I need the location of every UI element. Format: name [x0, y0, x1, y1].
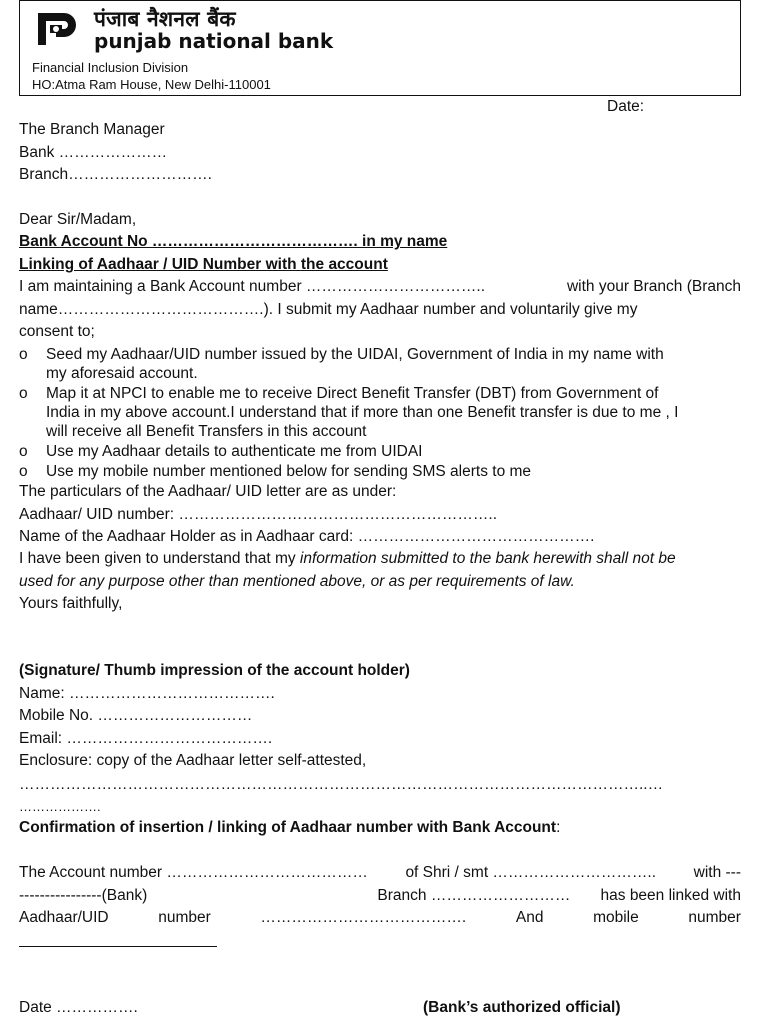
- body-line-1-left: I am maintaining a Bank Account number ……………………………..: [19, 278, 486, 295]
- understanding-line-1: [19, 549, 676, 569]
- bullet-text-line: Map it at NPCI to enable me to receive Direct Benefit Transfer (DBT) from Government of: [46, 385, 659, 402]
- enclosure-dots-line: ……………….: [19, 799, 101, 814]
- bullet-marker: o: [19, 346, 28, 363]
- subject-linking-line: Linking of Aadhaar / UID Number with the account: [19, 256, 388, 273]
- confirmation-holder-name: of Shri / smt …………………………..: [405, 864, 657, 881]
- body-line-1: [19, 277, 741, 297]
- division-name: Financial Inclusion Division: [32, 60, 189, 75]
- confirmation-uid-dots: ………………………………….: [260, 909, 467, 926]
- body-line-1-right: with your Branch (Branch: [566, 278, 741, 295]
- confirmation-with: with ---: [693, 864, 741, 881]
- salutation: Dear Sir/Madam,: [19, 211, 137, 228]
- confirmation-heading-colon: :: [556, 819, 561, 836]
- addressee-line-2: Bank …………………: [19, 144, 168, 161]
- bullet-text-line: Use my Aadhaar details to authenticate me from UIDAI: [46, 443, 423, 460]
- bullet-text-line: will receive all Benefit Transfers in this account: [46, 423, 367, 440]
- enclosure-line: Enclosure: copy of the Aadhaar letter self-attested,: [19, 752, 367, 769]
- confirmation-uid-word: Aadhaar/UID: [19, 909, 109, 926]
- bullet-text-line: Use my mobile number mentioned below for sending SMS alerts to me: [46, 463, 532, 480]
- confirmation-and-word: And: [515, 909, 544, 926]
- confirmation-number-word: number: [158, 909, 211, 926]
- addressee-line-1: The Branch Manager: [19, 121, 165, 138]
- authorized-official-label: (Bank’s authorized official): [423, 999, 621, 1016]
- confirmation-line-2: [19, 886, 741, 906]
- enclosure-dots-line: …………………………………………………………………………………………………………..…: [19, 776, 664, 793]
- understanding-line-2: used for any purpose other than mentioned above, or as per requirements of law.: [19, 573, 575, 590]
- mobile-field: Mobile No. …………………………: [19, 707, 253, 724]
- date-label: Date:: [607, 98, 645, 115]
- footer-date: Date …………….: [19, 999, 138, 1016]
- bullet-marker: o: [19, 463, 28, 480]
- confirmation-number-word-2: number: [688, 909, 741, 926]
- understanding-italic-text: information submitted to the bank herewith shall not be: [299, 550, 676, 567]
- body-line-2: name………………………………….). I submit my Aadhaar number and voluntarily give my: [19, 301, 638, 318]
- body-line-3: consent to;: [19, 323, 95, 340]
- confirmation-line-1: [19, 863, 741, 883]
- confirmation-branch: Branch ………………………: [377, 887, 571, 904]
- brand-name-hindi: पंजाब नैशनल बैंक: [94, 7, 236, 31]
- bullet-text-line: my aforesaid account.: [46, 365, 198, 382]
- confirmation-line-3: [19, 908, 741, 928]
- confirmation-mobile-word: mobile: [593, 909, 639, 926]
- confirmation-heading: [19, 818, 560, 838]
- bullet-text-line: India in my above account.I understand that if more than one Benefit transfer is due to me , I: [46, 404, 679, 421]
- subject-account-line: Bank Account No …………………………………. in my name: [19, 233, 448, 250]
- addressee-line-3: Branch……………………….: [19, 166, 212, 183]
- head-office-address: HO:Atma Ram House, New Delhi-110001: [32, 77, 271, 92]
- aadhaar-uid-number-field: Aadhaar/ UID number: ……………………………………………………..: [19, 506, 497, 523]
- name-field: Name: ………………………………….: [19, 685, 275, 702]
- bullet-text-line: Seed my Aadhaar/UID number issued by the UIDAI, Government of India in my name with: [46, 346, 664, 363]
- brand-name-english: punjab national bank: [94, 29, 334, 53]
- particulars-intro: The particulars of the Aadhaar/ UID letter are as under:: [19, 483, 397, 500]
- letterhead: [19, 0, 741, 96]
- email-field: Email: ………………………………….: [19, 730, 273, 747]
- aadhaar-holder-name-field: Name of the Aadhaar Holder as in Aadhaar card: ……………………………………….: [19, 528, 595, 545]
- mobile-number-blank-line: [19, 946, 217, 947]
- pnb-logo-icon: [34, 9, 80, 49]
- confirmation-account-number: The Account number …………………………………: [19, 864, 368, 881]
- confirmation-linked: has been linked with: [600, 887, 741, 904]
- closing: Yours faithfully,: [19, 595, 123, 612]
- bullet-marker: o: [19, 385, 28, 402]
- bullet-marker: o: [19, 443, 28, 460]
- signature-label: (Signature/ Thumb impression of the account holder): [19, 662, 410, 679]
- understanding-text: I have been given to understand that my: [19, 550, 300, 567]
- confirmation-bank: ----------------(Bank): [19, 887, 148, 904]
- confirmation-heading-text: Confirmation of insertion / linking of Aadhaar number with Bank Account: [19, 819, 557, 836]
